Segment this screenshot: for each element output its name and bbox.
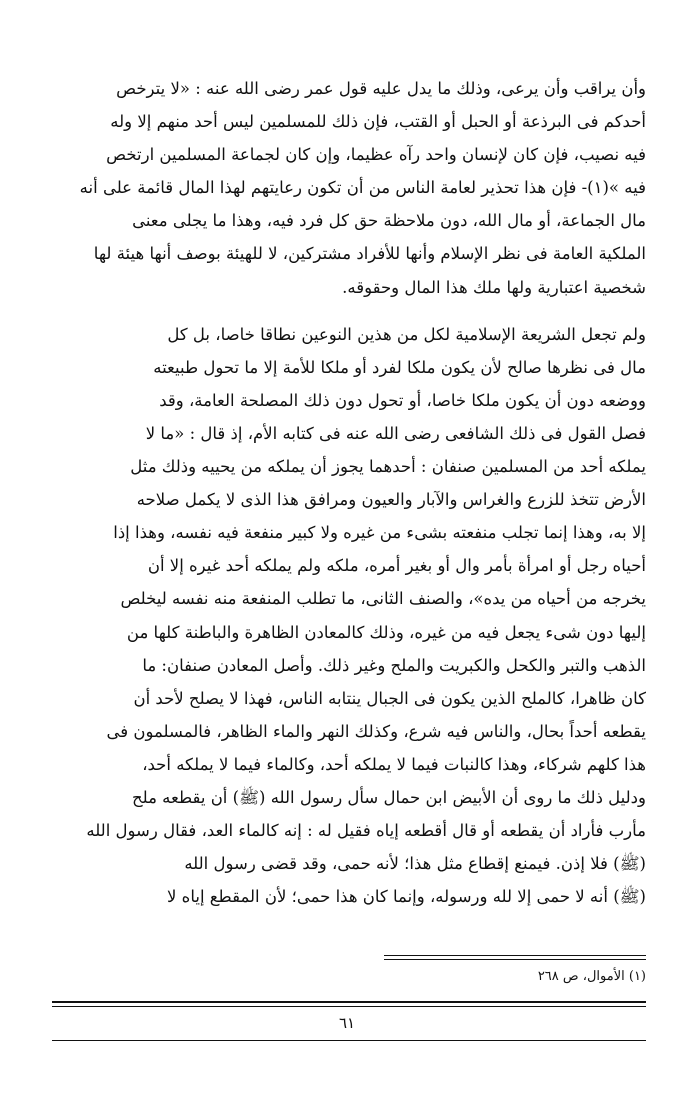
text-line: الذهب والتبر والكحل والكبريت والملح وغير ذلك. وأصل المعادن صنفان: ما	[142, 655, 646, 675]
text-line: شخصية اعتبارية ولها ملك هذا المال وحقوقه.	[342, 277, 646, 297]
text-line: يملكه أحد من المسلمين صنفان : أحدهما يجوز أن يملكه من يحييه وذلك مثل	[130, 457, 646, 477]
text-line: فيه »(١)- فإن هذا تحذير لعامة الناس من أن تكون رعايتهم لهذا المال قائمة على أنه	[79, 178, 646, 198]
text-line: (ﷺ) فلا إذن. فيمنع إقطاع مثل هذا؛ لأنه حمى، وقد قضى رسول الله	[184, 854, 646, 874]
text-line: فصل القول فى ذلك الشافعى رضى الله عنه فى كتابه الأم، إذ قال : «ما لا	[145, 423, 646, 443]
footnote-divider	[384, 955, 646, 960]
page-footer-divider	[52, 1001, 646, 1007]
page-number: ٦١	[338, 1014, 356, 1032]
text-line: فيه نصيب، فإن كان لإنسان واحد رآه عظيما، وإن كان لجماعة المسلمين ارتخص	[106, 145, 646, 165]
text-line: ووضعه دون أن يكون ملكا خاصا، أو تحول دون ذلك المصلحة العامة، وقد	[159, 390, 646, 410]
text-line: كان ظاهرا، كالملح الذين يكون فى الجبال ينتابه الناس، فهذا لا يصلح لأحد أن	[133, 688, 646, 708]
text-line: مال الجماعة، أو مال الله، دون ملاحظة حق كل فرد فيه، وهذا ما يجلى معنى	[132, 211, 646, 231]
text-line: أحياه رجل أو امرأة بأمر وال أو بغير أمره، ملكه ولم يملكه أحد غيره إلا أن	[147, 556, 646, 576]
text-line: إلا به، وهذا إنما تجلب منفعته بشىء من غيره ولا كبير منفعة فيه نفسه، وهذا إذا	[113, 523, 646, 543]
text-line: ولم تجعل الشريعة الإسلامية لكل من هذين النوعين نطاقا خاصا، بل كل	[167, 324, 646, 344]
text-line: يخرجه من أحياه من يده»، والصنف الثانى، ما تطلب المنفعة منه نفسه ليخلص	[120, 589, 646, 609]
text-line: الأرض تتخذ للزرع والغراس والآبار والعيون ومرافق هذا الذى لا يكمل صلاحه	[136, 490, 646, 510]
text-line: إليها دون شىء يجعل فيه من غيره، وذلك كالمعادن الظاهرة والباطنة كلها من	[126, 622, 646, 642]
text-line: ودليل ذلك ما روى أن الأبيض ابن حمال سأل رسول الله (ﷺ) أن يقطعه ملح	[131, 787, 646, 807]
text-line: أحدكم فى البرذعة أو الحبل أو القتب، فإن ذلك للمسلمين ليس أحد منهم إلا وله	[110, 112, 646, 132]
text-line: يقطعه أحداً بحال، والناس فيه شرع، وكذلك النهر والماء الظاهر، فالمسلمون فى	[106, 721, 646, 741]
text-line: (ﷺ) أنه لا حمى إلا لله ورسوله، وإنما كان هذا حمى؛ لأن المقطع إياه لا	[167, 887, 646, 907]
text-line: مال فى نظرها صالح لأن يكون ملكا لفرد أو ملكا للأمة إلا ما تحول طبيعته	[153, 357, 646, 377]
text-line: هذا كلهم شركاء، وهذا كالنبات فيما لا يملكه أحد، وكالماء فيما لا يملكه أحد،	[142, 754, 646, 774]
paragraph-1	[48, 72, 646, 304]
footnote: (١) الأموال، ص ٢٦٨	[537, 969, 646, 984]
body-text	[48, 72, 646, 913]
text-line: وأن يراقب وأن يرعى، وذلك ما يدل عليه قول عمر رضى الله عنه : «لا يترخص	[116, 79, 646, 98]
paragraph-gap	[48, 304, 646, 318]
page-bottom-rule	[52, 1040, 646, 1041]
text-line: الملكية العامة فى نظر الإسلام وأنها للأفراد مشتركين، لا للهيئة بوصف أنها هيئة لها	[93, 244, 646, 264]
text-line: مأرب فأراد أن يقطعه أو قال أقطعه إياه فقيل له : إنه كالماء العد، فقال رسول الله	[86, 821, 646, 841]
paragraph-2	[48, 318, 646, 914]
